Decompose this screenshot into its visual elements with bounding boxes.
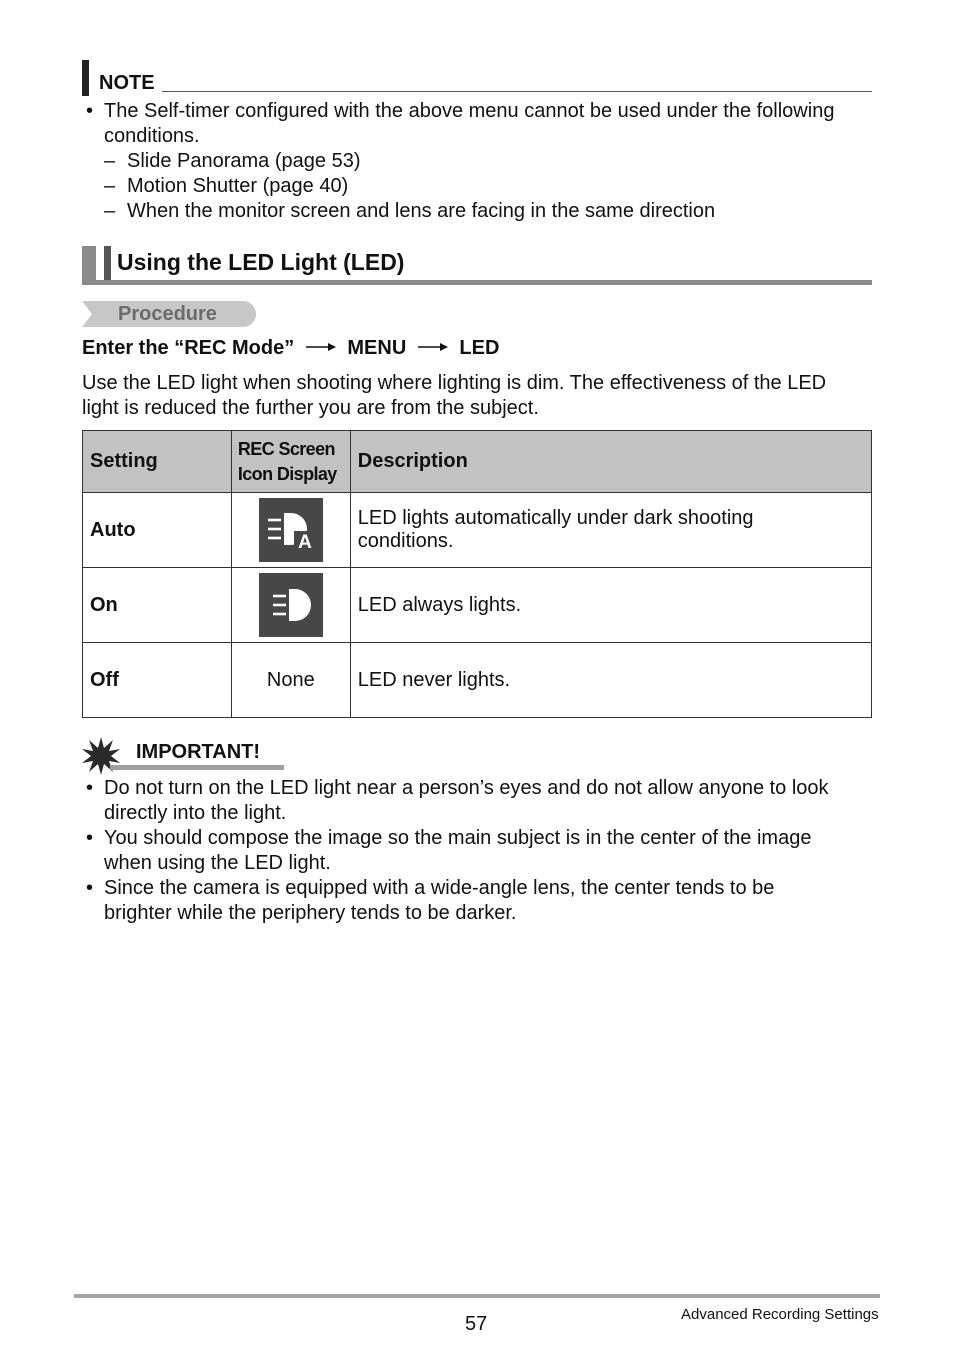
- description-cell: [350, 493, 871, 568]
- section-marker-dark: [104, 246, 111, 282]
- bullet-glyph: •: [86, 777, 94, 799]
- setting-cell: Off: [83, 643, 232, 718]
- table-row: [83, 643, 872, 718]
- header-setting: Setting: [83, 431, 232, 493]
- important-bullet-text: You should compose the image so the main subject is in the center of the image: [104, 827, 812, 849]
- bullet-glyph: •: [86, 100, 94, 122]
- menu-path-step: Enter the “REC Mode”: [82, 337, 295, 359]
- section-title: Using the LED Light (LED): [117, 249, 405, 275]
- setting-cell: On: [83, 568, 232, 643]
- note-bullet-text: The Self-timer configured with the above menu cannot be used under the following: [104, 100, 835, 122]
- table-row: [83, 493, 872, 568]
- led-auto-icon: [259, 498, 323, 562]
- intro-text-cont: light is reduced the further you are from the subject.: [82, 397, 539, 419]
- note-bullet-text-cont: conditions.: [104, 125, 200, 147]
- menu-path-step: MENU: [347, 337, 407, 359]
- note-rule: [162, 91, 872, 92]
- bullet-glyph: •: [86, 827, 94, 849]
- note-dash-item: Slide Panorama (page 53): [127, 150, 361, 172]
- description-line: conditions.: [357, 530, 454, 552]
- header-description: Description: [350, 431, 871, 493]
- important-bullet-text: Since the camera is equipped with a wide-angle lens, the center tends to be: [104, 877, 775, 899]
- led-on-icon: [259, 573, 323, 637]
- procedure-tab-notch: [82, 301, 92, 327]
- page-number: 57: [465, 1313, 488, 1335]
- important-bullet-text: Do not turn on the LED light near a person’s eyes and do not allow anyone to look: [104, 777, 829, 799]
- arrow-right-icon: [418, 342, 448, 352]
- note-label: NOTE: [99, 72, 155, 94]
- note-dash-item: Motion Shutter (page 40): [127, 175, 349, 197]
- dash-glyph: –: [104, 200, 116, 222]
- procedure-label: Procedure: [118, 303, 217, 325]
- table-header-row: [83, 431, 872, 493]
- note-dash-item: When the monitor screen and lens are facing in the same direction: [127, 200, 716, 222]
- description-cell: LED never lights.: [350, 643, 871, 718]
- header-icon-display: [231, 431, 350, 493]
- bullet-glyph: •: [86, 877, 94, 899]
- important-bullet-text-cont: brighter while the periphery tends to be darker.: [104, 902, 517, 924]
- svg-text:A: A: [297, 532, 312, 553]
- dash-glyph: –: [104, 150, 116, 172]
- icon-cell: [231, 493, 350, 568]
- arrow-right-icon: [306, 342, 336, 352]
- intro-text: Use the LED light when shooting where lighting is dim. The effectiveness of the LED: [82, 372, 827, 394]
- icon-cell-none: None: [231, 643, 350, 718]
- description-cell: LED always lights.: [350, 568, 871, 643]
- menu-path: [82, 337, 499, 360]
- description-line: LED lights automatically under dark shooting: [357, 507, 754, 529]
- header-icon-line: REC Screen: [237, 438, 335, 459]
- important-rule: [110, 765, 284, 770]
- table-row: [83, 568, 872, 643]
- important-bullet-text-cont: when using the LED light.: [104, 852, 331, 874]
- note-marker: [82, 60, 89, 96]
- important-bullet-text-cont: directly into the light.: [104, 802, 287, 824]
- led-settings-table: [82, 430, 872, 718]
- section-rule: [82, 280, 872, 285]
- important-label: IMPORTANT!: [136, 741, 261, 763]
- icon-cell: [231, 568, 350, 643]
- menu-path-step: LED: [459, 337, 500, 359]
- section-marker-light: [82, 246, 96, 282]
- footer-section-name: Advanced Recording Settings: [681, 1306, 879, 1323]
- setting-cell: Auto: [83, 493, 232, 568]
- header-icon-line: Icon Display: [237, 463, 337, 484]
- footer-rule: [74, 1294, 880, 1298]
- dash-glyph: –: [104, 175, 116, 197]
